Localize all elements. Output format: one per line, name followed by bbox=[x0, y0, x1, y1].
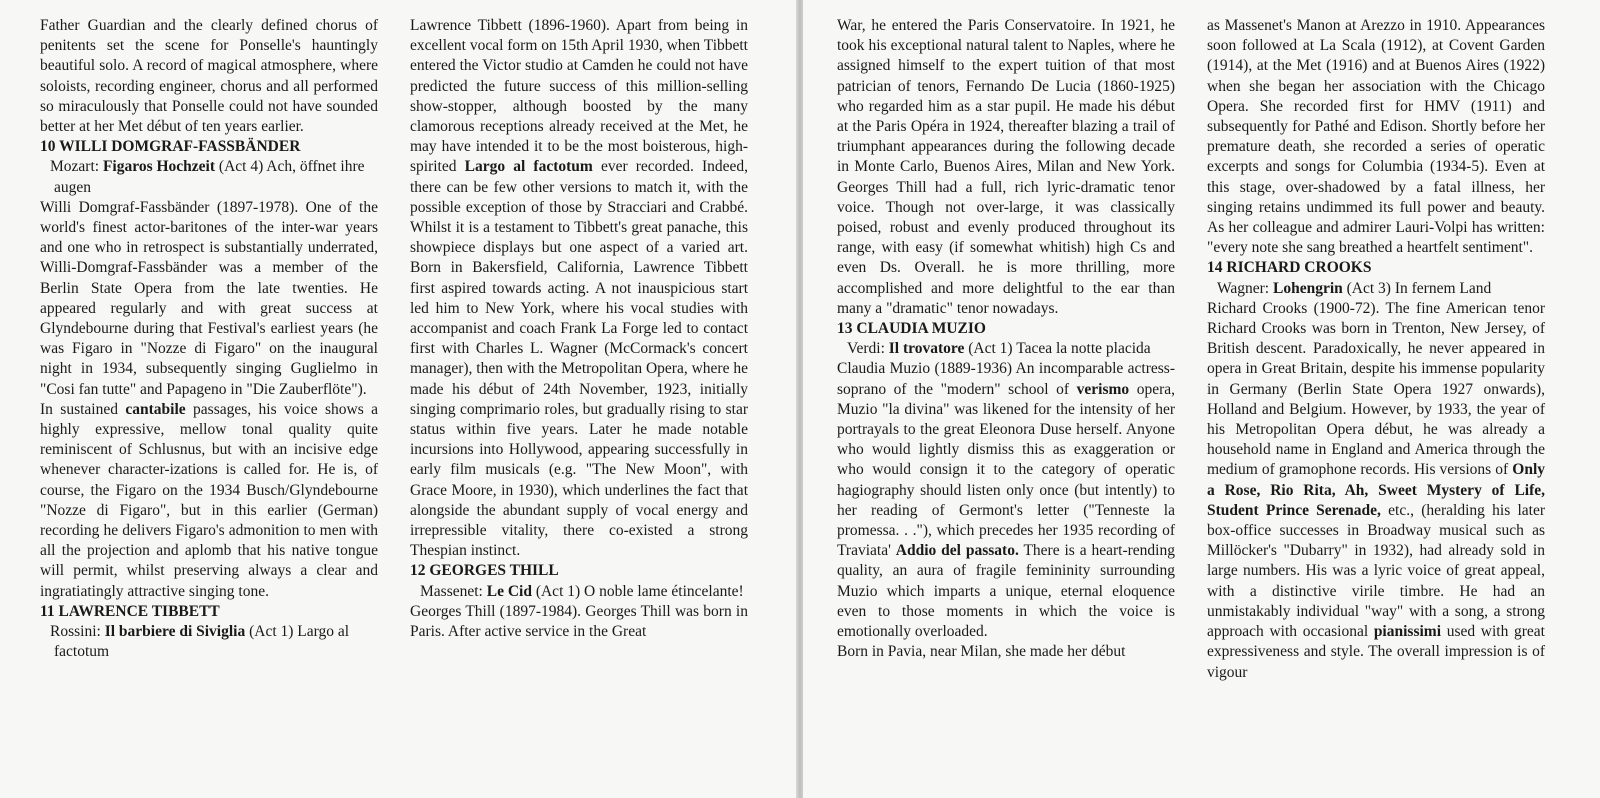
track-number: 11 bbox=[40, 602, 55, 620]
paragraph-domgraf-bio: Willi Domgraf-Fassbänder (1897-1978). One of the world's finest actor-baritones of the inter-war years and one who in retrospect is substantially underrated, Willi-Domgraf-Fassbänder was a member of the Berlin State Opera from the late twenties. He appeared regularly and with great success at Glyndebourne during that Festival's earliest years (he was Figaro in "Nozze di Figaro" on the inaugural night in 1934, subsequently singing Guglielmo in "Cosi fan tutte" and Papageno in "Die Zauberflöte"). bbox=[40, 198, 378, 398]
aria-title: (Act 1) Largo al factotum bbox=[54, 623, 350, 661]
track-title-10 bbox=[40, 157, 378, 197]
right-page bbox=[802, 0, 1600, 798]
paragraph-thill-bio-start: Georges Thill (1897-1984). Georges Thill was born in Paris. After active service in the Great bbox=[410, 602, 748, 641]
artist-name: RICHARD CROOKS bbox=[1226, 259, 1372, 277]
text-run: Claudia Muzio (1889-1936) An incomparable actress-soprano of the "modern" school of bbox=[837, 360, 1175, 398]
aria-title: (Act 1) O noble lame étincelante! bbox=[531, 582, 744, 600]
left-page bbox=[0, 0, 798, 798]
column-2 bbox=[410, 16, 748, 642]
paragraph-ponselle-end: Father Guardian and the clearly defined chorus of penitents set the scene for Ponselle's hauntingly beautiful solo. A record of magical atmosphere, where soloists, recording engineer, chorus and all performed so miraculously that Ponselle could not have sounded better at her Met début of ten years earlier. bbox=[40, 17, 378, 136]
text-bold: Only a Rose, Rio Rita, Ah, Sweet Mystery of Life, Student Prince Serenade, bbox=[1207, 461, 1545, 519]
paragraph-muzio-bio bbox=[837, 359, 1175, 642]
track-title-14 bbox=[1207, 279, 1545, 299]
text-bold: pianissimi bbox=[1373, 623, 1442, 641]
column-1 bbox=[40, 16, 378, 663]
track-heading-12 bbox=[410, 561, 748, 581]
paragraph-muzio-birth: Born in Pavia, near Milan, she made her début bbox=[837, 643, 1126, 661]
paragraph-tibbett-bio bbox=[410, 16, 748, 561]
artist-name: GEORGES THILL bbox=[429, 562, 559, 580]
text-bold: Addio del passato. bbox=[895, 542, 1019, 560]
paragraph-thill-bio: War, he entered the Paris Conservatoire. In 1921, he took his exceptional natural talent to Naples, where he assigned himself to the expert tuition of that most patrician of tenors, Fernando De Lucia (1860-1925) who regarded him as a star pupil. He made his début at the Paris Opéra in 1924, thereafter blazing a trail of triumphant appearances during the following decade in Monte Carlo, Buenos Aires, Milan and New York. Georges Thill had a full, rich lyric-dramatic tenor voice. Though not over-large, it was classically poised, robust and evenly produced throughout its range, with easy (if somewhat whitish) high Cs and even Ds. Overall. he is more thrilling, more accomplished and more delightful to the ear than many a "dramatic" tenor nowadays. bbox=[837, 17, 1175, 317]
paragraph-crooks-bio bbox=[1207, 299, 1545, 683]
aria-title: (Act 1) Tacea la notte placida bbox=[964, 340, 1151, 358]
aria-title: (Act 4) Ach, öffnet ihre augen bbox=[54, 158, 365, 196]
text-run: opera, Muzio "la divina" was likened for the intensity of her portrayals to the great Eleonora Duse herself. Anyone who would lightly dismiss this as exaggeration or who would consign it to the category of operatic hagiography should listen only once (but intently) to her reading of Germont's letter ("Tenneste la promessa. . ."), which precedes her 1935 recording of Traviata' bbox=[837, 380, 1175, 560]
work-title: Il barbiere di Siviglia bbox=[104, 623, 246, 641]
composer: Massenet: bbox=[420, 582, 487, 600]
column-4 bbox=[1207, 16, 1545, 683]
composer: Wagner: bbox=[1217, 279, 1273, 297]
artist-name: WILLI DOMGRAF-FASSBÄNDER bbox=[59, 138, 301, 156]
composer: Rossini: bbox=[50, 623, 105, 641]
text-bold: verismo bbox=[1076, 380, 1130, 398]
text-run: used with great expressiveness and style. The overall impression is of vigour bbox=[1207, 623, 1545, 681]
track-title-13 bbox=[837, 339, 1175, 359]
composer: Verdi: bbox=[847, 340, 889, 358]
artist-name: CLAUDIA MUZIO bbox=[856, 320, 986, 338]
track-number: 10 bbox=[40, 138, 56, 156]
text-run: passages, his voice shows a highly expressive, mellow tonal quality quite reminiscent of Schlusnus, but with an incisive edge whenever character-izations is called for. He is, of course, the Figaro on the 1934 Busch/Glyndebourne "Nozze di Figaro", but in this earlier (German) recording he delivers Figaro's admonition to men with all the projection and aplomb that his native tongue will permit, whilst preserving always a clear and ingratiatingly attractive singing tone. bbox=[40, 400, 378, 600]
track-heading-14 bbox=[1207, 258, 1545, 278]
track-heading-10 bbox=[40, 137, 378, 157]
track-title-11 bbox=[40, 622, 378, 662]
composer: Mozart: bbox=[50, 158, 103, 176]
text-run: ever recorded. Indeed, there can be few other versions to match it, with the possible exception of those by Stracciari and Crabbé. Whilst it is a testament to Tibbett's great panache, this showpiece displays but one aspect of a varied art. Born in Bakersfield, California, Lawrence Tibbett first aspired towards acting. A not inauspicious start led him to New York, where his vocal studies with accompanist and coach Frank La Forge led to contact first with Charles L. Wagner (McCormack's concert manager), then with the Metropolitan Opera, where he made his début of 24th November, 1923, initially singing comprimario roles, but gradually rising to star status within five years. Later he made notable incursions into Hollywood, appearing successfully in early film musicals (e.g. "The New Moon", with Grace Moore, in 1930), which underlines the fact that alongside the abundant supply of vocal energy and irrepressible vitality, there co-existed a strong Thespian instinct. bbox=[410, 158, 748, 560]
track-heading-13 bbox=[837, 319, 1175, 339]
work-title: Le Cid bbox=[486, 582, 532, 600]
aria-title: (Act 3) In fernem Land bbox=[1342, 279, 1492, 297]
text-run: Lawrence Tibbett (1896-1960). Apart from being in excellent vocal form on 15th April 1930, when Tibbett entered the Victor studio at Camden he could not have predicted the future success of this million-selling show-stopper, although boosted by the many clamorous receptions already received at the Met, he may have intended it to be the most boisterous, high-spirited bbox=[410, 17, 748, 176]
text-run: etc., (heralding his later box-office successes in Broadway musical such as Millöcker's "Dubarry" in 1932), had already sold in large numbers. His was a lyric voice of great appeal, with a distinctive virile timbre. He had an unmistakably individual "way" with a song, a strong approach with occasional bbox=[1207, 501, 1545, 641]
text-run: There is a heart-rending quality, an aura of fragile femininity surrounding Muzio which imparts a unique, eternal eloquence even to those moments in which the voice is emotionally overloaded. bbox=[837, 542, 1175, 641]
work-title: Lohengrin bbox=[1273, 279, 1343, 297]
track-heading-11 bbox=[40, 602, 378, 622]
track-title-12 bbox=[410, 582, 748, 602]
track-number: 12 bbox=[410, 562, 426, 580]
track-number: 13 bbox=[837, 320, 853, 338]
work-title: Figaros Hochzeit bbox=[102, 158, 216, 176]
text-bold: cantabile bbox=[125, 400, 186, 418]
paragraph-domgraf-voice bbox=[40, 400, 378, 602]
track-number: 14 bbox=[1207, 259, 1223, 277]
work-title: Il trovatore bbox=[888, 340, 965, 358]
text-run: Richard Crooks (1900-72). The fine American tenor Richard Crooks was born in Trenton, New Jersey, of British descent. Paradoxically, he never appeared in opera in Great Britain, despite his immense popularity in Germany (Berlin State Opera 1927 onwards), Holland and Belgium. However, by 1933, the year of his Metropolitan Opera début, he was already a household name in England and America through the medium of gramophone records. His versions of bbox=[1207, 299, 1545, 479]
artist-name: LAWRENCE TIBBETT bbox=[58, 602, 220, 620]
column-3 bbox=[837, 16, 1175, 663]
paragraph-muzio-career: as Massenet's Manon at Arezzo in 1910. Appearances soon followed at La Scala (1912), at Covent Garden (1914), at the Met (1916) and at Buenos Aires (1922) when she began her association with the Chicago Opera. She recorded first for HMV (1911) and subsequently for Pathé and Edison. Shortly before her premature death, she recorded a series of operatic excerpts and songs for Columbia (1934-5). Even at this stage, over-shadowed by a fatal illness, her singing retains undimmed its full power and beauty. As her colleague and admirer Lauri-Volpi has written: "every note she sang breathed a heartfelt sentiment". bbox=[1207, 17, 1545, 257]
text-run: In sustained bbox=[40, 400, 126, 418]
text-bold: Largo al factotum bbox=[464, 158, 593, 176]
